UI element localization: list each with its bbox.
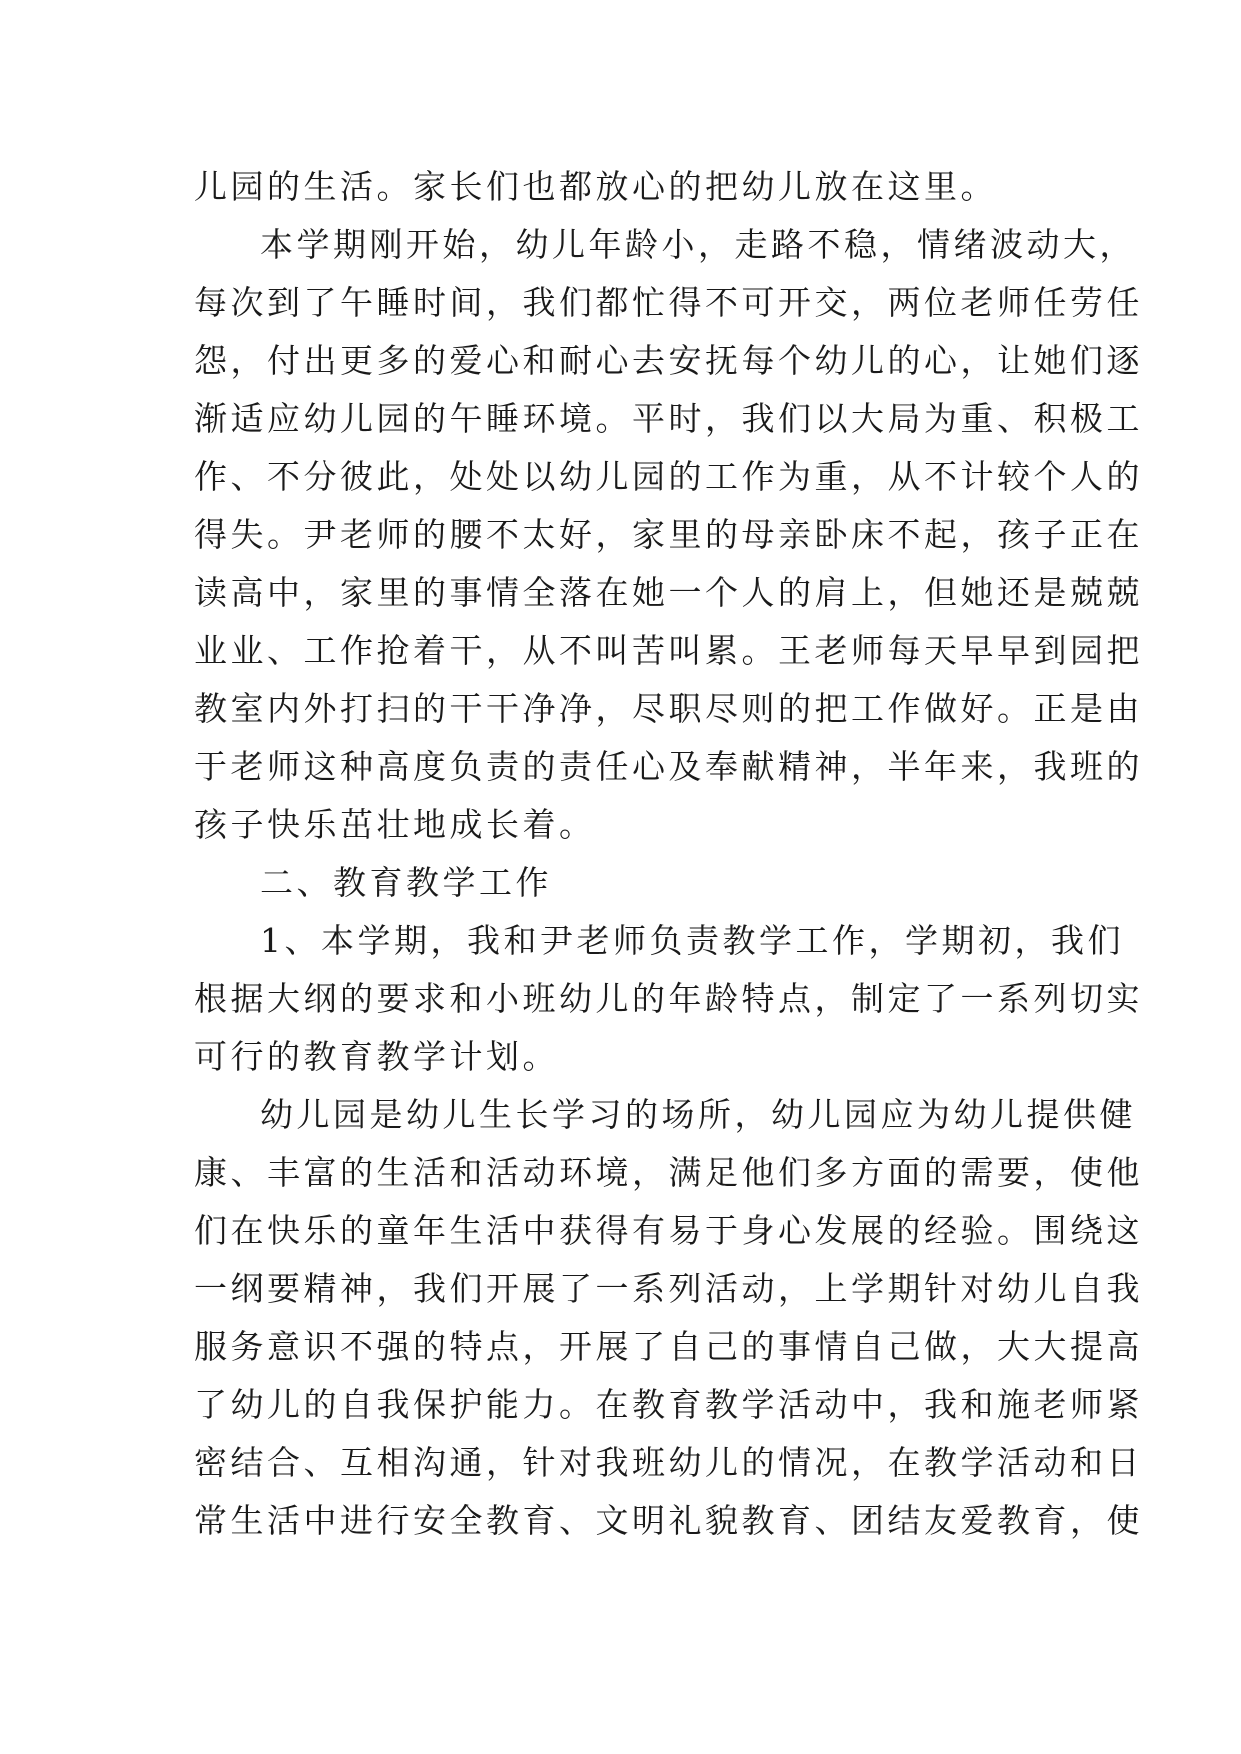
text-line: 于老师这种高度负责的责任心及奉献精神，半年来，我班的 — [194, 747, 1143, 786]
text-line: 业业、工作抢着干，从不叫苦叫累。王老师每天早早到园把 — [194, 631, 1143, 670]
text-line: 服务意识不强的特点，开展了自己的事情自己做，大大提高 — [194, 1327, 1143, 1366]
text-line: 康、丰富的生活和活动环境，满足他们多方面的需要，使他 — [194, 1153, 1143, 1192]
text-line: 作、不分彼此，处处以幼儿园的工作为重，从不计较个人的 — [194, 457, 1143, 496]
text-line: 一纲要精神，我们开展了一系列活动，上学期针对幼儿自我 — [194, 1269, 1143, 1308]
text-line: 幼儿园是幼儿生长学习的场所，幼儿园应为幼儿提供健 — [260, 1095, 1136, 1134]
text-line: 本学期刚开始，幼儿年龄小，走路不稳，情绪波动大， — [260, 225, 1136, 264]
text-line: 了幼儿的自我保护能力。在教育教学活动中，我和施老师紧 — [194, 1385, 1143, 1424]
text-line: 得失。尹老师的腰不太好，家里的母亲卧床不起，孩子正在 — [194, 515, 1143, 554]
text-line: 儿园的生活。家长们也都放心的把幼儿放在这里。 — [194, 167, 997, 206]
text-line: 根据大纲的要求和小班幼儿的年龄特点，制定了一系列切实 — [194, 979, 1143, 1018]
text-line: 读高中，家里的事情全落在她一个人的肩上，但她还是兢兢 — [194, 573, 1143, 612]
text-line: 怨，付出更多的爱心和耐心去安抚每个幼儿的心，让她们逐 — [194, 341, 1143, 380]
text-line: 每次到了午睡时间，我们都忙得不可开交，两位老师任劳任 — [194, 283, 1143, 322]
text-line: 孩子快乐茁壮地成长着。 — [194, 805, 596, 844]
text-line: 1、本学期，我和尹老师负责教学工作，学期初，我们 — [260, 921, 1124, 960]
text-line: 们在快乐的童年生活中获得有易于身心发展的经验。围绕这 — [194, 1211, 1143, 1250]
text-line: 渐适应幼儿园的午睡环境。平时，我们以大局为重、积极工 — [194, 399, 1143, 438]
text-line: 教室内外打扫的干干净净，尽职尽则的把工作做好。正是由 — [194, 689, 1143, 728]
text-line: 常生活中进行安全教育、文明礼貌教育、团结友爱教育，使 — [194, 1501, 1143, 1540]
section-heading: 二、教育教学工作 — [260, 863, 552, 902]
text-line: 密结合、互相沟通，针对我班幼儿的情况，在教学活动和日 — [194, 1443, 1143, 1482]
text-line: 可行的教育教学计划。 — [194, 1037, 559, 1076]
